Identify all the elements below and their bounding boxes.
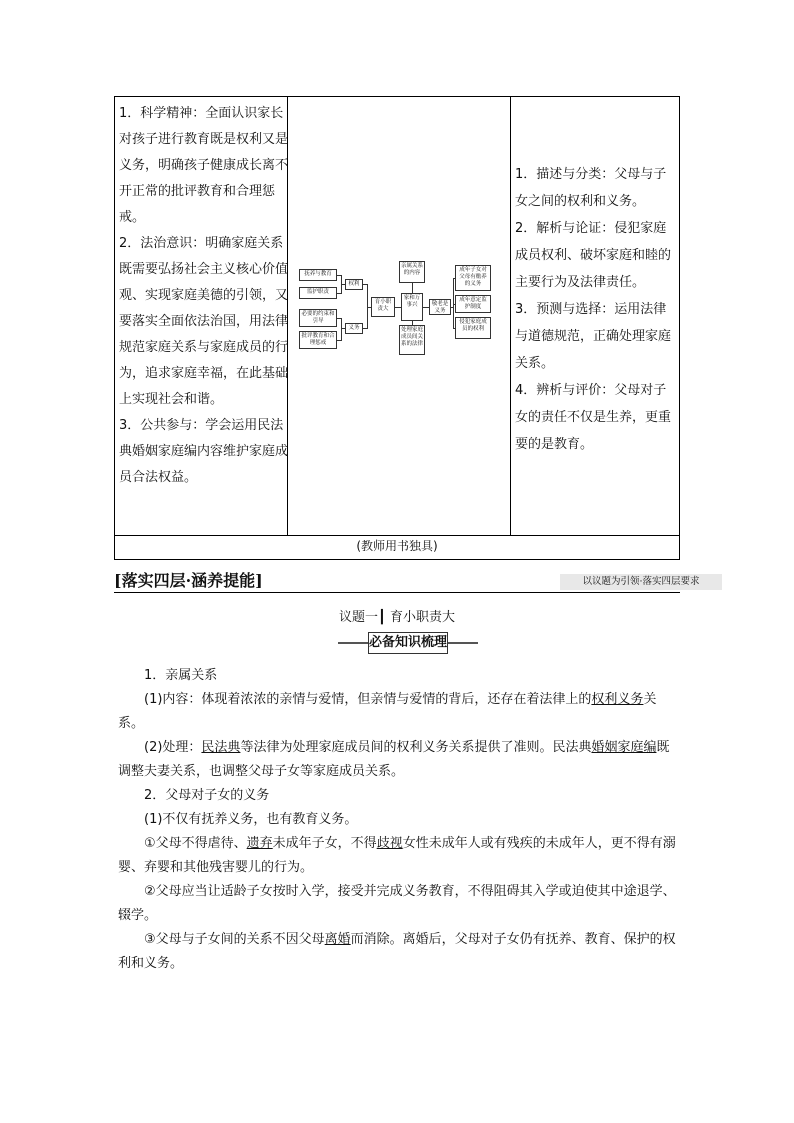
banner-label: 必备知识梳理 bbox=[368, 632, 448, 654]
diagram-node: 成年意定监护制度 bbox=[455, 295, 491, 313]
paragraph: ③父母与子女间的关系不因父母离婚而消除。离婚后，父母对子女仍有抚养、教育、保护的权利和义务。 bbox=[118, 932, 676, 971]
diagram-node: 抚养与教育 bbox=[299, 269, 337, 281]
key-term: 权利义务 bbox=[591, 692, 644, 707]
paragraph: ②父母应当让适龄子女按时入学，接受并完成义务教育，不得阻碍其入学或迫使其中途退学、辍学。 bbox=[118, 884, 676, 923]
diagram-node: 处理家庭成员间关系的法律 bbox=[399, 325, 425, 355]
list-item: 4．辨析与评价：父母对子女的责任不仅是生养，更重要的是教育。 bbox=[515, 383, 672, 452]
list-item: 1．描述与分类：父母与子女之间的权利和义务。 bbox=[515, 167, 667, 209]
key-term: 民法典 bbox=[201, 740, 241, 755]
diagram-node: 权利 bbox=[345, 279, 363, 290]
heading: 1．亲属关系 bbox=[144, 668, 218, 683]
diagram-node: 敬老是义务 bbox=[429, 299, 451, 315]
key-term: 歧视 bbox=[376, 836, 403, 851]
concept-diagram bbox=[299, 257, 499, 357]
key-term: 离婚 bbox=[324, 932, 351, 947]
key-term: 婚姻家庭编 bbox=[591, 740, 657, 755]
paragraph: ①父母不得虐待、遗弃未成年子女，不得歧视女性未成年人或有残疾的未成年人，更不得有溺婴、弃婴和其他残害婴儿的行为。 bbox=[118, 836, 676, 875]
banner-bar bbox=[448, 642, 478, 644]
diagram-node: 育小职责大 bbox=[371, 297, 395, 317]
banner-bar bbox=[338, 642, 368, 644]
paragraph: (1)内容：体现着浓浓的亲情与爱情，但亲情与爱情的背后，还存在着法律上的权利义务关系。 bbox=[118, 692, 657, 731]
objectives-column bbox=[515, 161, 679, 458]
knowledge-content bbox=[118, 664, 678, 976]
diagram-node: 侵犯家庭成员的权利 bbox=[455, 317, 491, 339]
list-item: 3．预测与选择：运用法律与道德规范，正确处理家庭关系。 bbox=[515, 302, 672, 371]
paragraph: (1)不仅有抚养义务，也有教育义务。 bbox=[144, 812, 358, 827]
key-term: 遗弃 bbox=[246, 836, 273, 851]
diagram-node: 亲属关系的内容 bbox=[399, 261, 425, 283]
table-caption: (教师用书独具) bbox=[356, 539, 438, 553]
heading: 2．父母对子女的义务 bbox=[144, 788, 270, 803]
topic-title: 议题一┃ 育小职责大 bbox=[339, 610, 455, 625]
list-item: 3．公共参与：学会运用民法典婚姻家庭编内容维护家庭成员合法权益。 bbox=[119, 418, 289, 485]
section-divider bbox=[114, 592, 680, 593]
diagram-node: 家和万事兴 bbox=[401, 293, 423, 321]
paragraph: (2)处理：民法典等法律为处理家庭成员间的权利义务关系提供了准则。民法典婚姻家庭编既调整夫妻关系，也调整父母子女等家庭成员关系。 bbox=[118, 740, 670, 779]
core-literacy-column bbox=[119, 101, 291, 491]
diagram-node: 监护职责 bbox=[299, 287, 337, 299]
table-divider bbox=[510, 97, 511, 535]
diagram-node: 必要的约束和引导 bbox=[299, 309, 337, 327]
section-title: [落实四层·涵养提能] bbox=[114, 571, 263, 590]
section-tag: 以议题为引领·落实四层要求 bbox=[560, 574, 722, 590]
knowledge-banner bbox=[338, 632, 478, 654]
list-item: 2．法治意识：明确家庭关系既需要弘扬社会主义核心价值观、实现家庭美德的引领，又要落实全面依法治国，用法律规范家庭关系与家庭成员的行为，追求家庭幸福，在此基础上实现社会和谐。 bbox=[119, 236, 289, 407]
list-item: 2．解析与论证：侵犯家庭成员权利、破坏家庭和睦的主要行为及法律责任。 bbox=[515, 221, 672, 290]
diagram-node: 义务 bbox=[345, 323, 363, 334]
list-item: 1．科学精神：全面认识家长对孩子进行教育既是权利又是义务，明确孩子健康成长离不开正常的批评教育和合理惩戒。 bbox=[119, 106, 289, 225]
diagram-node: 成年子女对父母有赡养的义务 bbox=[455, 265, 491, 291]
diagram-node: 批评教育和合理惩戒 bbox=[299, 331, 337, 349]
goals-table bbox=[114, 96, 680, 560]
